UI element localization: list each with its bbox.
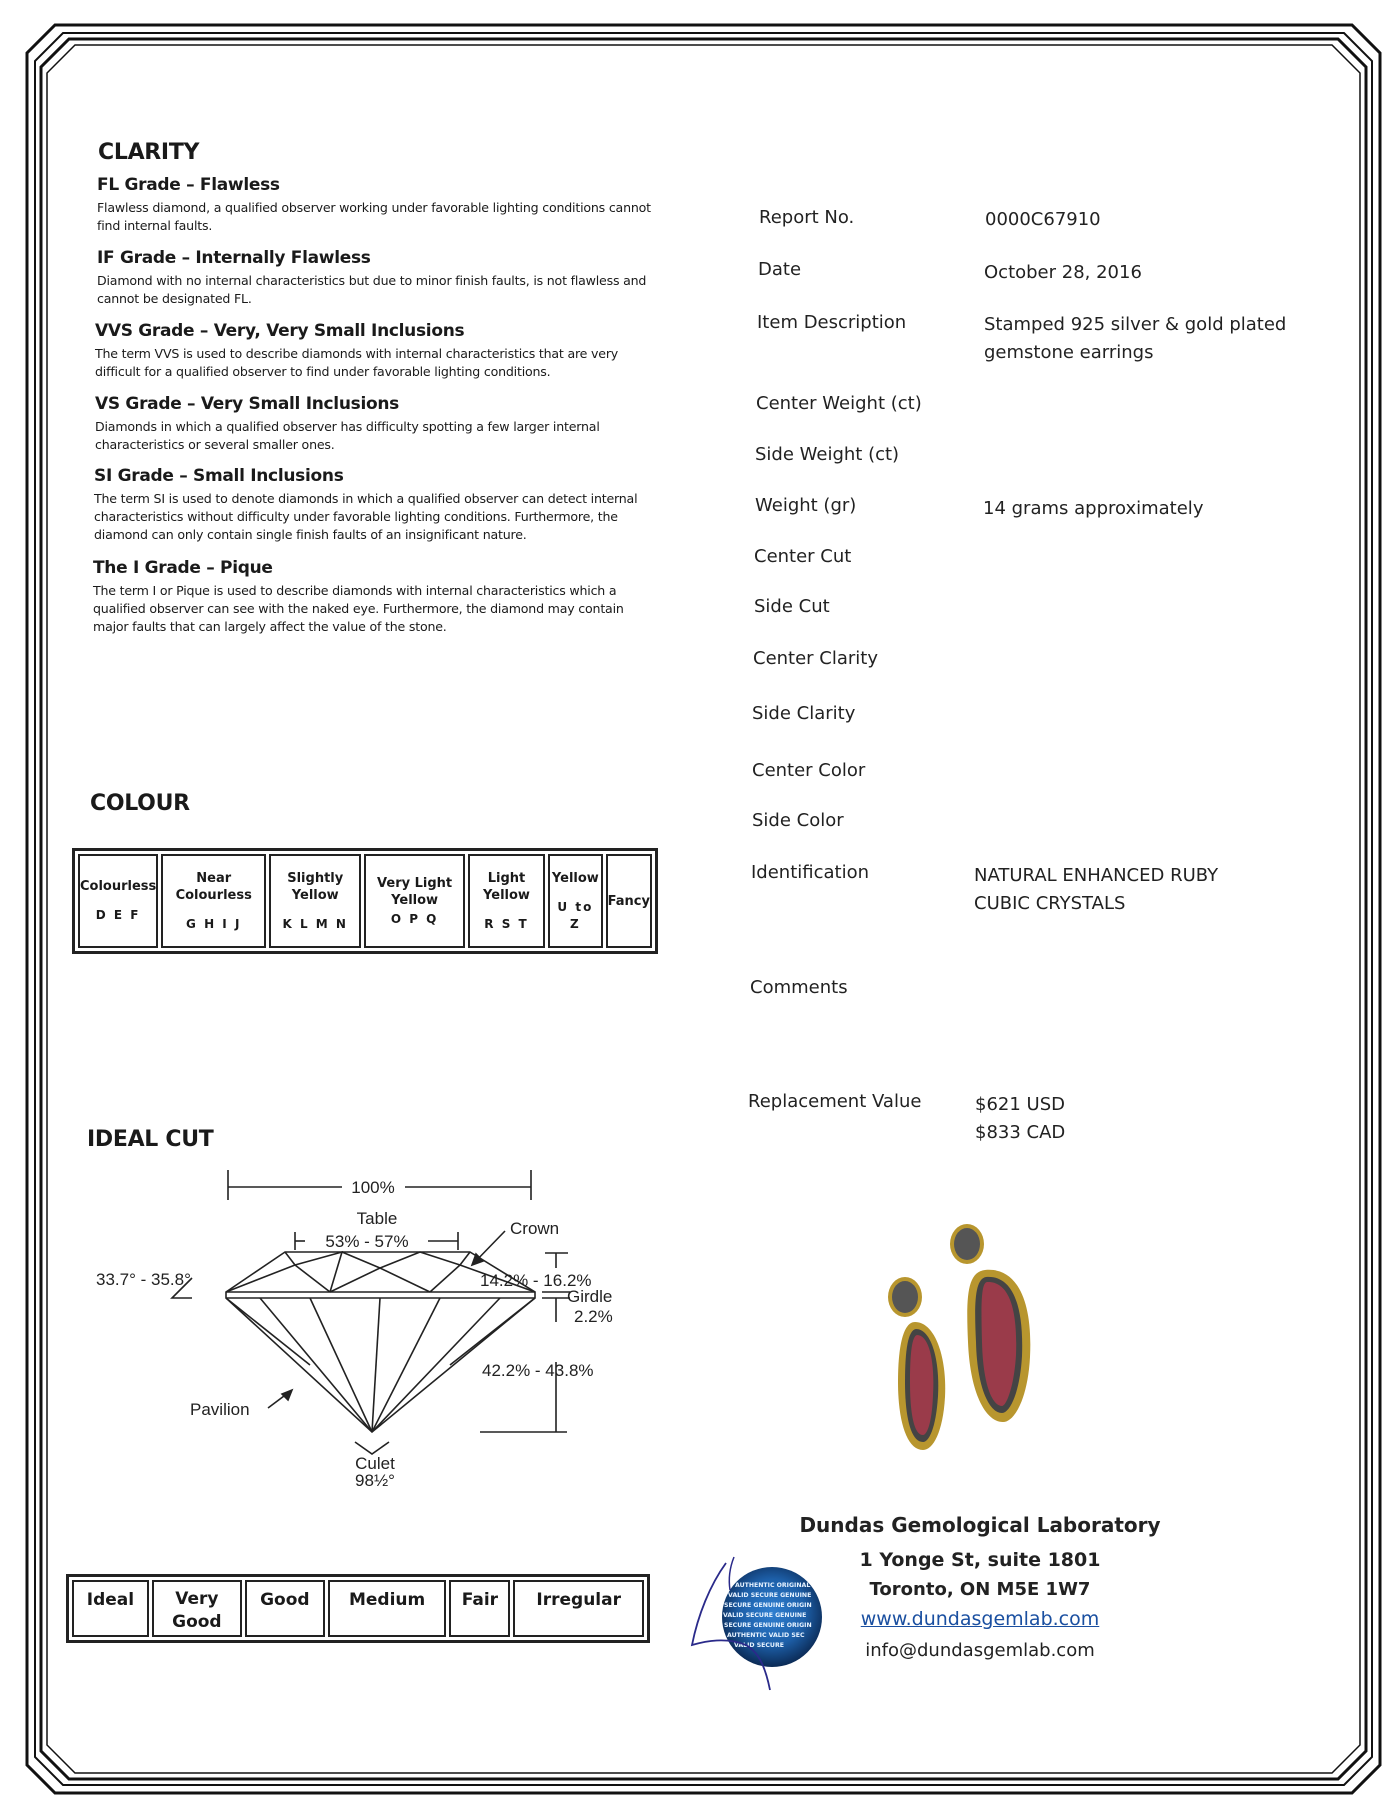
grade-name: FL Grade – Flawless [97,175,280,195]
colour-code: R S T [484,916,529,931]
culet-label: Culet [355,1454,395,1473]
colour-cell [364,854,465,948]
field-label-identification: Identification [751,862,870,883]
lab-name: Dundas Gemological Laboratory [799,1513,1161,1537]
colour-label: Yellow [551,870,599,886]
clarity-title: CLARITY [98,140,200,165]
field-label-weight: Weight (gr) [755,495,857,516]
svg-text:SECURE GENUINE ORIGIN: SECURE GENUINE ORIGIN [724,1602,812,1609]
grade-description: The term I or Pique is used to describe diamonds with internal characteristics which a qualified observer can see with the naked eye. Furthermore, the diamond may contain major faults that can largely affect the value of the stone. [93,583,624,634]
cut-grade-cell: Medium [328,1580,447,1637]
clarity-grade-si [94,466,654,544]
grade-description: Diamond with no internal characteristics but due to minor finish faults, is not flawless and cannot be designated FL. [97,273,647,306]
svg-text:AUTHENTIC VALID SEC: AUTHENTIC VALID SEC [727,1632,805,1639]
cut-grade-cell: Very Good [152,1580,242,1637]
cut-grade-cell: Irregular [513,1580,644,1637]
grade-name: VS Grade – Very Small Inclusions [95,394,399,414]
grade-description: Flawless diamond, a qualified observer working under favorable lighting conditions cannot find internal faults. [97,200,651,233]
field-value-item-description-line2: gemstone earrings [984,342,1154,363]
grade-name: SI Grade – Small Inclusions [94,466,344,486]
ideal-cut-title: IDEAL CUT [87,1127,214,1152]
clarity-grade-vs [95,394,655,454]
grade-description: The term VVS is used to describe diamonds with internal characteristics that are very difficult for a qualified observer to find under favorable lighting conditions. [95,346,619,379]
field-label-center-color: Center Color [752,760,866,781]
colour-cell [468,854,545,948]
field-value-identification-line2: CUBIC CRYSTALS [974,893,1126,914]
cut-grade-cell: Good [245,1580,325,1637]
field-value-replacement-usd: $621 USD [975,1094,1065,1115]
svg-text:SECURE GENUINE ORIGIN: SECURE GENUINE ORIGIN [724,1622,812,1629]
colour-label: Colourless [80,879,157,894]
field-label-side-color: Side Color [752,810,844,831]
pavilion-label: Pavilion [190,1400,250,1419]
table-label: Table [356,1209,398,1228]
culet-value-label: 98½° [355,1471,395,1490]
cut-grade-cell: Ideal [72,1580,149,1637]
lab-website-link[interactable]: www.dundasgemlab.com [860,1608,1100,1630]
colour-code: K L M N [282,916,348,931]
svg-text:AUTHENTIC ORIGINAL: AUTHENTIC ORIGINAL [735,1582,811,1589]
clarity-grade-i [93,558,653,636]
field-label-side-weight: Side Weight (ct) [755,444,900,465]
crown-height-label: 14.2% - 16.2% [480,1271,592,1290]
colour-code: D E F [95,908,141,922]
grade-name: VVS Grade – Very, Very Small Inclusions [95,321,465,341]
field-value-weight: 14 grams approximately [983,498,1204,519]
field-value-date: October 28, 2016 [984,262,1142,283]
crown-angle-label: 33.7° - 35.8° [96,1270,191,1289]
colour-code: O P Q [390,911,439,926]
field-label-date: Date [758,259,802,280]
field-label-comments: Comments [750,977,848,998]
field-label-center-clarity: Center Clarity [753,648,879,669]
grade-description: The term SI is used to denote diamonds in which a qualified observer can detect internal characteristics without difficulty under favorable lighting conditions. Furthermore, the diamond can only contain single finish faults of an insignificant nature. [94,491,638,542]
field-label-center-weight: Center Weight (ct) [756,393,922,414]
clarity-grade-vvs [95,321,655,381]
svg-text:VALID SECURE: VALID SECURE [734,1642,784,1649]
cut-grade-table [66,1574,650,1643]
field-label-side-cut: Side Cut [754,596,830,617]
colour-label: Fancy [607,893,650,909]
grade-description: Diamonds in which a qualified observer has difficulty spotting a few larger internal characteristics or several smaller ones. [95,419,600,452]
lab-address-line1: 1 Yonge St, suite 1801 [859,1549,1101,1571]
svg-text:VALID SECURE GENUINE: VALID SECURE GENUINE [723,1612,807,1619]
colour-cell [606,854,652,948]
colour-cell [269,854,361,948]
colour-code: U to Z [557,899,594,931]
clarity-grade-fl [97,175,657,235]
cut-grade-cell: Fair [449,1580,510,1637]
earrings-photo [865,1222,1085,1462]
grade-name: The I Grade – Pique [93,558,273,578]
colour-label: Slightly Yellow [287,870,344,903]
security-seal [690,1545,840,1705]
colour-cell [161,854,266,948]
colour-code: G H I J [186,916,242,931]
colour-cell [548,854,603,948]
grade-name: IF Grade – Internally Flawless [97,248,371,268]
colour-label: Very Light Yellow [377,875,453,908]
lab-address-line2: Toronto, ON M5E 1W7 [869,1579,1091,1600]
ideal-cut-diagram [80,1150,660,1490]
pavilion-depth-label: 42.2% - 43.8% [482,1361,594,1380]
clarity-grade-if [97,248,657,308]
table-range-label: 53% - 57% [325,1232,409,1251]
field-label-center-cut: Center Cut [754,546,852,567]
colour-label: Near Colourless [175,870,252,903]
colour-label: Light Yellow [483,870,530,903]
colour-cell [78,854,158,948]
colour-title: COLOUR [90,791,190,816]
girdle-value-label: 2.2% [574,1307,613,1326]
crown-label: Crown [510,1219,560,1238]
field-value-report-no: 0000C67910 [985,209,1101,230]
field-label-side-clarity: Side Clarity [752,703,856,724]
width-label: 100% [351,1178,395,1197]
field-label-replacement-value: Replacement Value [748,1091,922,1112]
girdle-label: Girdle [567,1287,613,1306]
field-label-report-no: Report No. [759,207,855,228]
colour-scale-table [72,848,658,954]
field-label-item-description: Item Description [757,312,907,333]
field-value-replacement-cad: $833 CAD [975,1122,1066,1143]
svg-text:VALID SECURE GENUINE: VALID SECURE GENUINE [728,1592,812,1599]
field-value-item-description: Stamped 925 silver & gold plated [984,314,1287,335]
field-value-identification: NATURAL ENHANCED RUBY [974,865,1219,886]
lab-email: info@dundasgemlab.com [865,1640,1095,1661]
